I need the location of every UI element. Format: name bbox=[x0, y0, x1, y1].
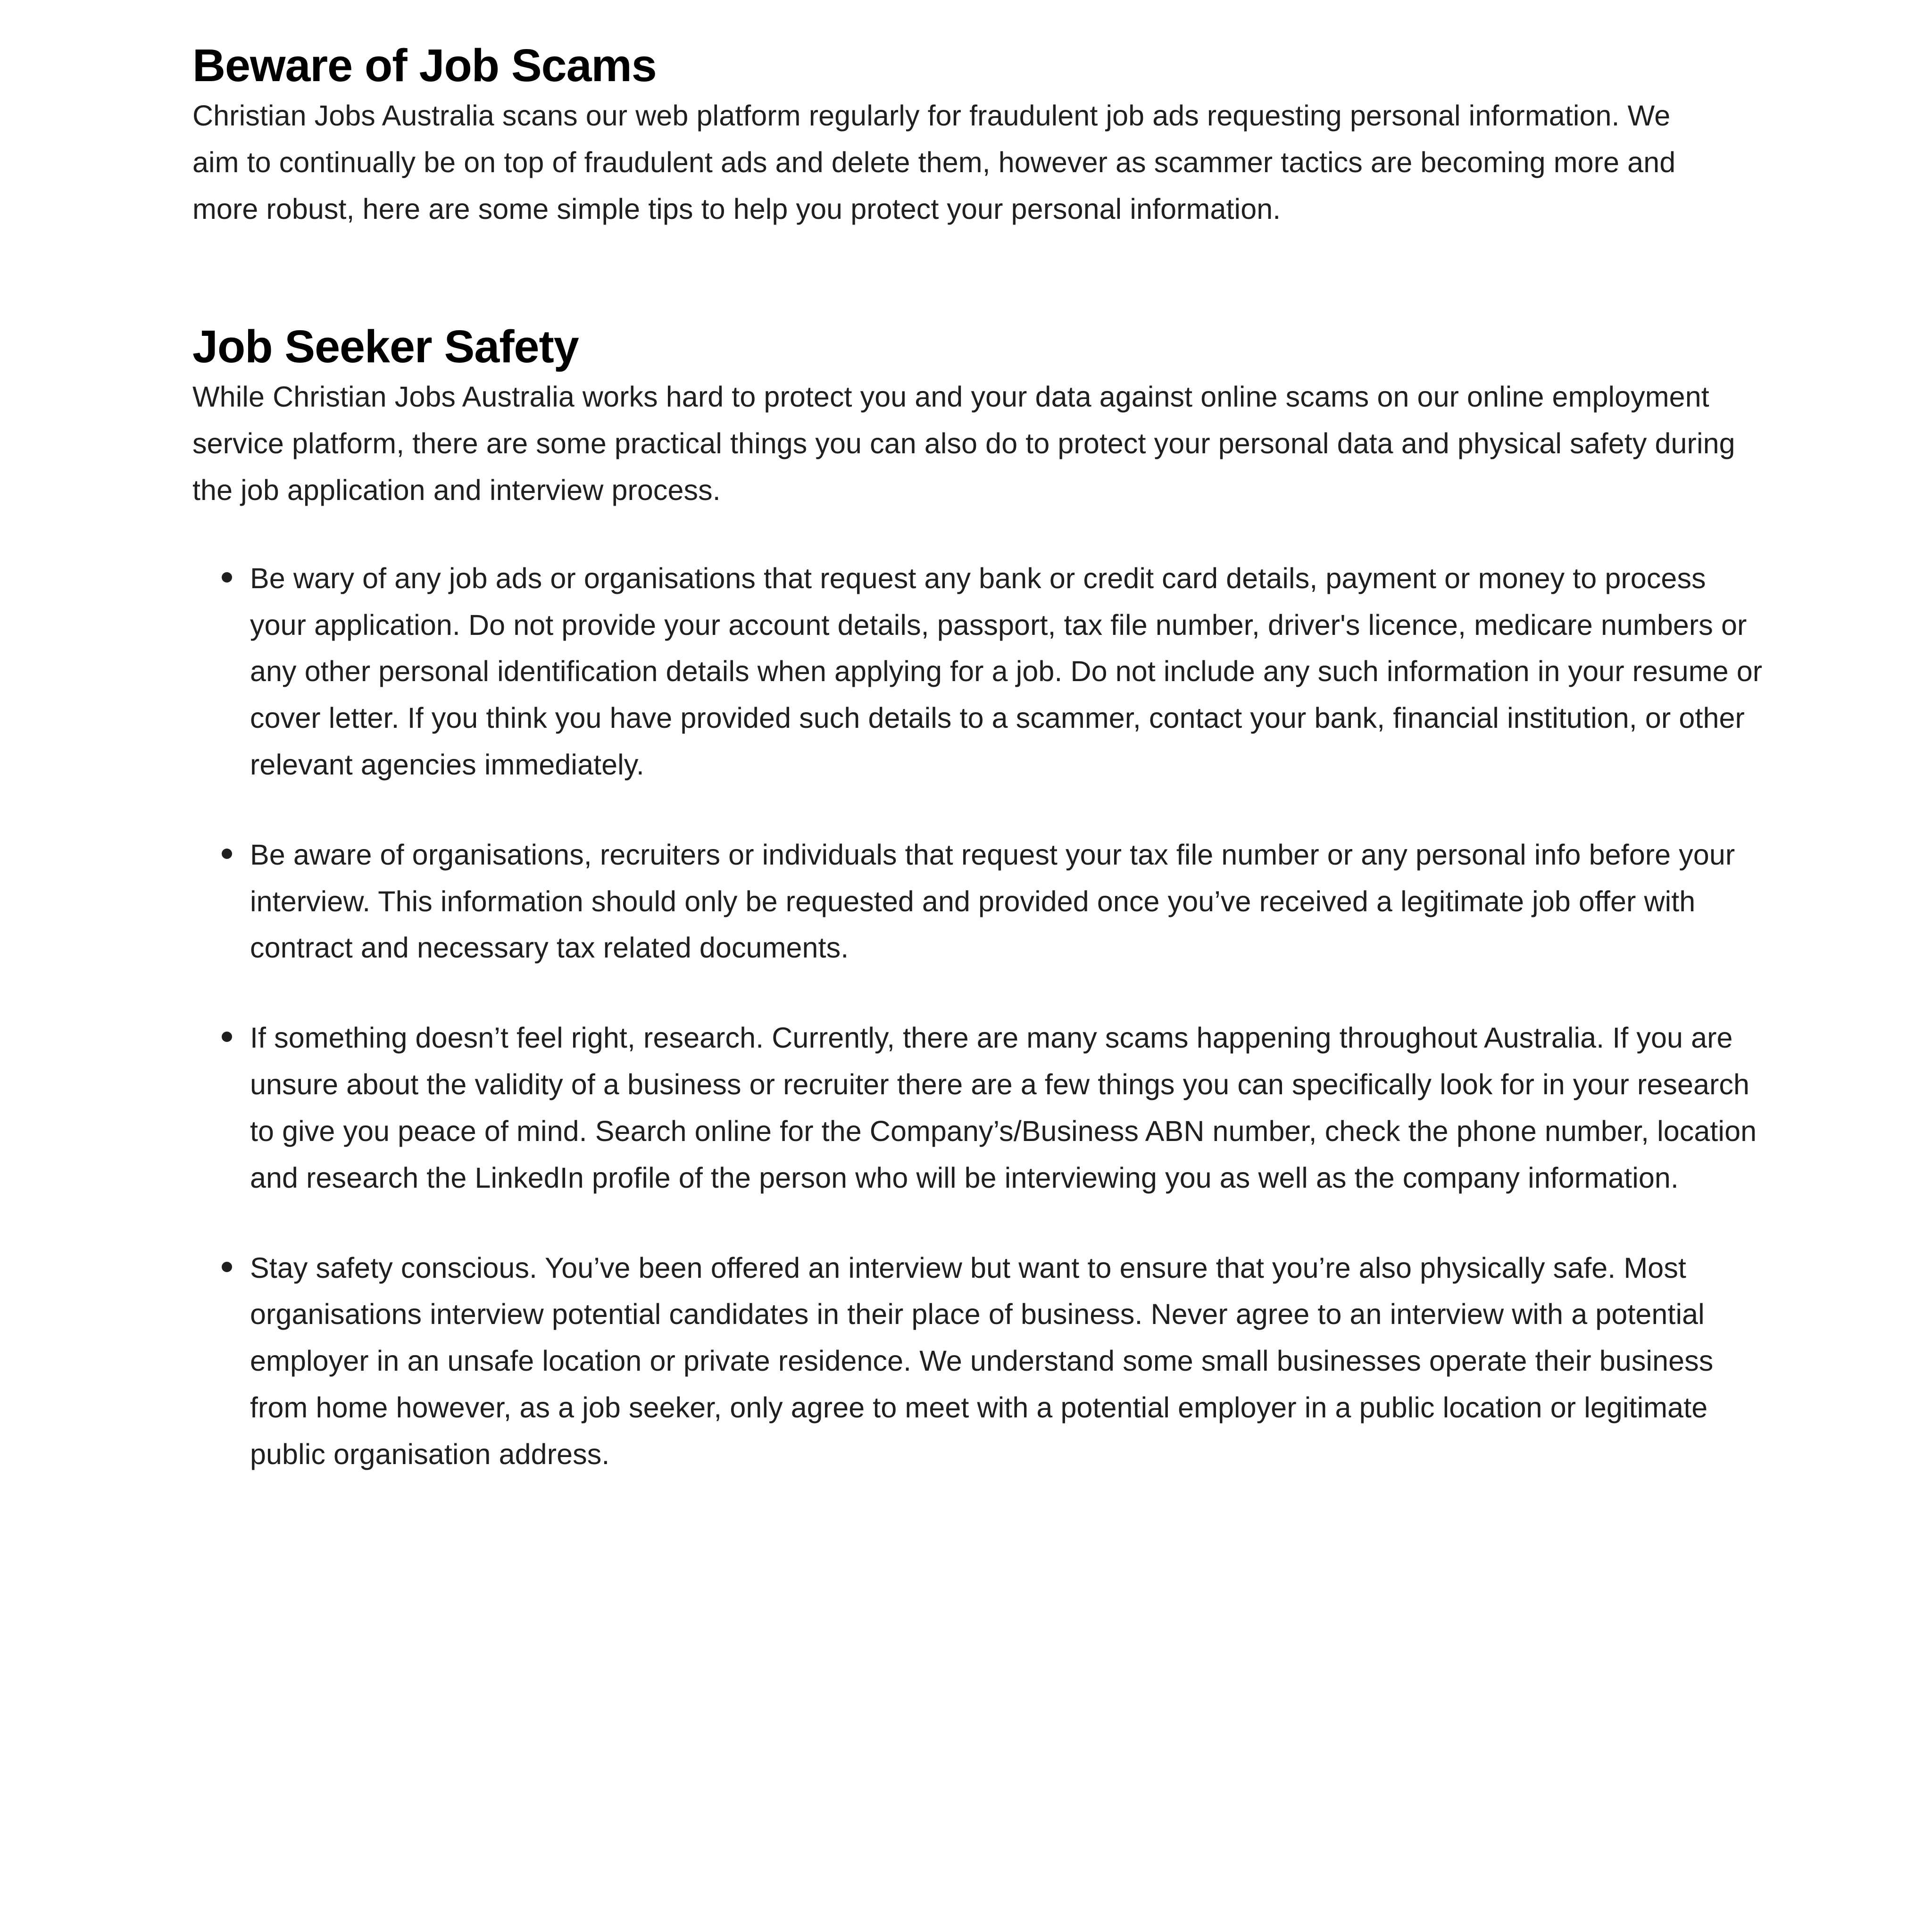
list-item bbox=[192, 1015, 1763, 1201]
safety-tip-text: Stay safety conscious. You’ve been offered an interview but want to ensure that you’re also physically safe. Most organisations interview potential candidates in their place of business. Never agree to an interview with a potential employer in an unsafe location or private residence. We understand some small businesses operate their business from home however, as a job seeker, only agree to meet with a potential employer in a public location or legitimate public organisation address. bbox=[250, 1251, 1714, 1470]
scams-intro-paragraph: Christian Jobs Australia scans our web platform regularly for fraudulent job ads requesting personal information. We aim to continually be on top of fraudulent ads and delete them, however as scammer tactics are becoming more and more robust, here are some simple tips to help you protect your personal information. bbox=[192, 100, 1676, 225]
section-title-job-seeker-safety: Job Seeker Safety bbox=[192, 320, 579, 372]
list-item bbox=[192, 832, 1763, 971]
bullet-point-icon bbox=[222, 1032, 232, 1042]
bullet-point-icon bbox=[222, 849, 232, 859]
bullet-point-icon bbox=[222, 572, 232, 583]
safety-tip-text: If something doesn’t feel right, research. Currently, there are many scams happening throughout Australia. If you are unsure about the validity of a business or recruiter there are a few things you can specifically look for in your research to give you peace of mind. Search online for the Company’s/Business ABN number, check the phone number, location and research the LinkedIn profile of the person who will be interviewing you as well as the company information. bbox=[250, 1022, 1757, 1194]
article-content bbox=[192, 0, 1796, 1478]
list-item bbox=[192, 555, 1763, 788]
safety-intro-paragraph: While Christian Jobs Australia works hard to protect you and your data against online scams on our online employment service platform, there are some practical things you can also do to protect your personal data and physical safety during the job application and interview process. bbox=[192, 381, 1735, 506]
safety-section-header-wrap bbox=[192, 233, 1796, 374]
list-item bbox=[192, 1245, 1763, 1478]
safety-tip-text: Be aware of organisations, recruiters or individuals that request your tax file number or any personal info before your interview. This information should only be requested and provided once you’ve received a legitimate job offer with contract and necessary tax related documents. bbox=[250, 838, 1735, 964]
safety-tips-list bbox=[192, 514, 1763, 1478]
page-title-beware-of-job-scams: Beware of Job Scams bbox=[192, 40, 657, 91]
safety-tip-text: Be wary of any job ads or organisations that request any bank or credit card details, payment or money to process your application. Do not provide your account details, passport, tax file number, driver's licence, medicare numbers or any other personal identification details when applying for a job. Do not include any such information in your resume or cover letter. If you think you have provided such details to a scammer, contact your bank, financial institution, or other relevant agencies immediately. bbox=[250, 562, 1763, 781]
scams-section-header-wrap bbox=[192, 0, 1796, 92]
bullet-point-icon bbox=[222, 1262, 232, 1272]
